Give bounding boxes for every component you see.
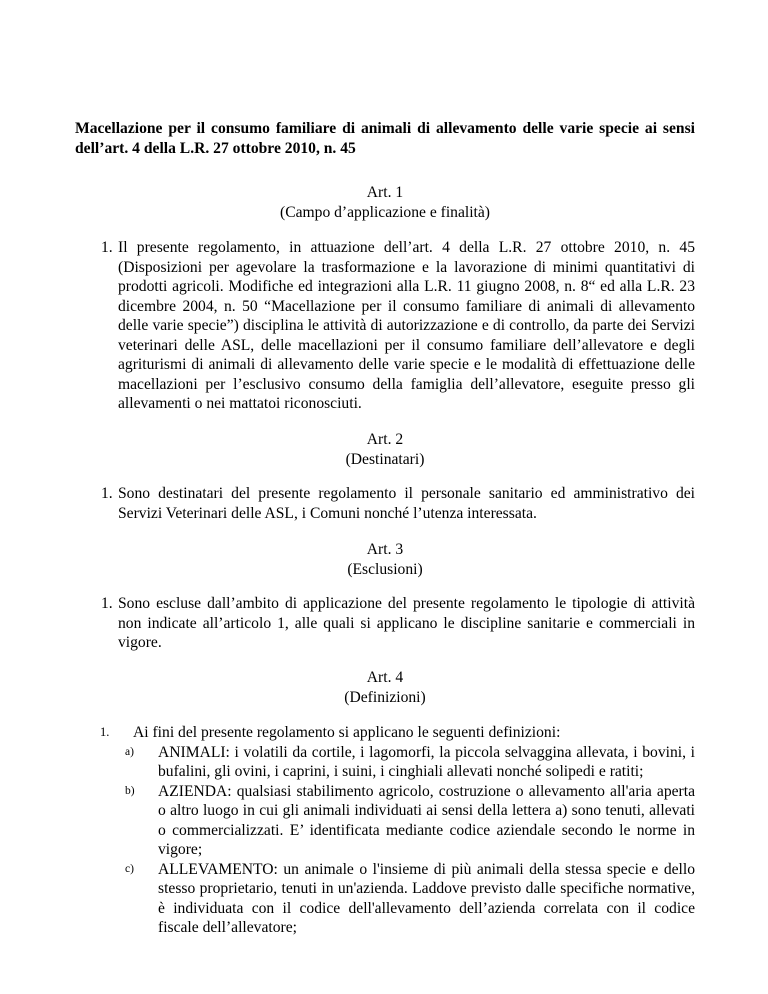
article-3-heading: Art. 3 (366, 541, 404, 558)
item-text: ALLEVAMENTO: un animale o l'insieme di più animali della stessa specie e dello stesso proprietario, tenuti in un'azienda. Laddove previsto dalle specifiche normative, è individuata con il codice dell'allevamento dell’azienda correlata con il codice fiscale dell’allevatore; (158, 860, 695, 936)
article-4-heading: Art. 4 (366, 669, 404, 686)
article-4-subheading: (Definizioni) (344, 688, 426, 706)
article-3-paragraph (75, 594, 695, 653)
definition-item-c (125, 860, 695, 938)
article-2-heading: Art. 2 (366, 431, 404, 448)
item-letter: a) (125, 745, 134, 758)
document-title: Macellazione per il consumo familiare di animali di allevamento delle varie specie ai sensi dell’art. 4 della L.R. 27 ottobre 2010, n. 45 (75, 120, 695, 157)
definition-item-b (125, 782, 695, 860)
article-4-heading-block (75, 668, 695, 707)
article-3-heading-block (75, 540, 695, 579)
paragraph-number: 1. (101, 485, 113, 502)
paragraph-number: 1. (100, 725, 110, 739)
article-1-subheading: (Campo d’applicazione e finalità) (280, 203, 490, 221)
article-2-subheading: (Destinatari) (345, 450, 425, 468)
item-text: ANIMALI: i volatili da cortile, i lagomorfi, la piccola selvaggina allevata, i bovini, i bufalini, gli ovini, i caprini, i suini, i cinghiali allevati nonché solipedi e ratiti; (158, 743, 695, 780)
paragraph-text: Ai fini del presente regolamento si applicano le seguenti definizioni: (133, 724, 561, 741)
paragraph-number: 1. (101, 239, 113, 256)
paragraph-number: 1. (101, 595, 113, 612)
item-letter: c) (125, 862, 134, 875)
item-letter: b) (125, 784, 135, 797)
paragraph-text: Il presente regolamento, in attuazione dell’art. 4 della L.R. 27 ottobre 2010, n. 45 (Disposizioni per agevolare la trasformazione e la lavorazione di minimi quantitativi di prodotti agricoli. Modifiche ed integrazioni alla L.R. 11 giugno 2008, n. 8“ ed alla L.R. 23 dicembre 2004, n. 50 “Macellazione per il consumo familiare di animali di allevamento delle varie specie”) disciplina le attività di autorizzazione e di controllo, da parte dei Servizi veterinari delle ASL, delle macellazioni per il consumo familiare dell’allevatore e degli agriturismi di animali di allevamento delle varie specie e le modalità di effettuazione delle macellazioni per l’esclusivo consumo della famiglia dell’allevatore, eseguite presso gli allevamenti o nei mattatoi riconosciuti. (118, 239, 695, 412)
article-3-subheading: (Esclusioni) (347, 560, 423, 578)
article-1-paragraph (75, 238, 695, 414)
article-4-paragraph (75, 723, 695, 938)
article-1-heading-block (75, 183, 695, 222)
paragraph-text: Sono destinatari del presente regolamento il personale sanitario ed amministrativo dei Servizi Veterinari delle ASL, i Comuni nonché l’utenza interessata. (118, 485, 695, 522)
item-text: AZIENDA: qualsiasi stabilimento agricolo, costruzione o allevamento all'aria aperta o altro luogo in cui gli animali individuati ai sensi della lettera a) sono tenuti, allevati o commercializzati. E’ identificata mediante codice aziendale secondo le norme in vigore; (158, 782, 695, 858)
paragraph-text: Sono escluse dall’ambito di applicazione del presente regolamento le tipologie di attività non indicate all’articolo 1, alle quali si applicano le discipline sanitarie e commerciali in vigore. (118, 595, 695, 651)
article-2-heading-block (75, 430, 695, 469)
article-1-heading: Art. 1 (366, 184, 404, 201)
article-2-paragraph (75, 484, 695, 523)
definition-item-a (125, 743, 695, 782)
